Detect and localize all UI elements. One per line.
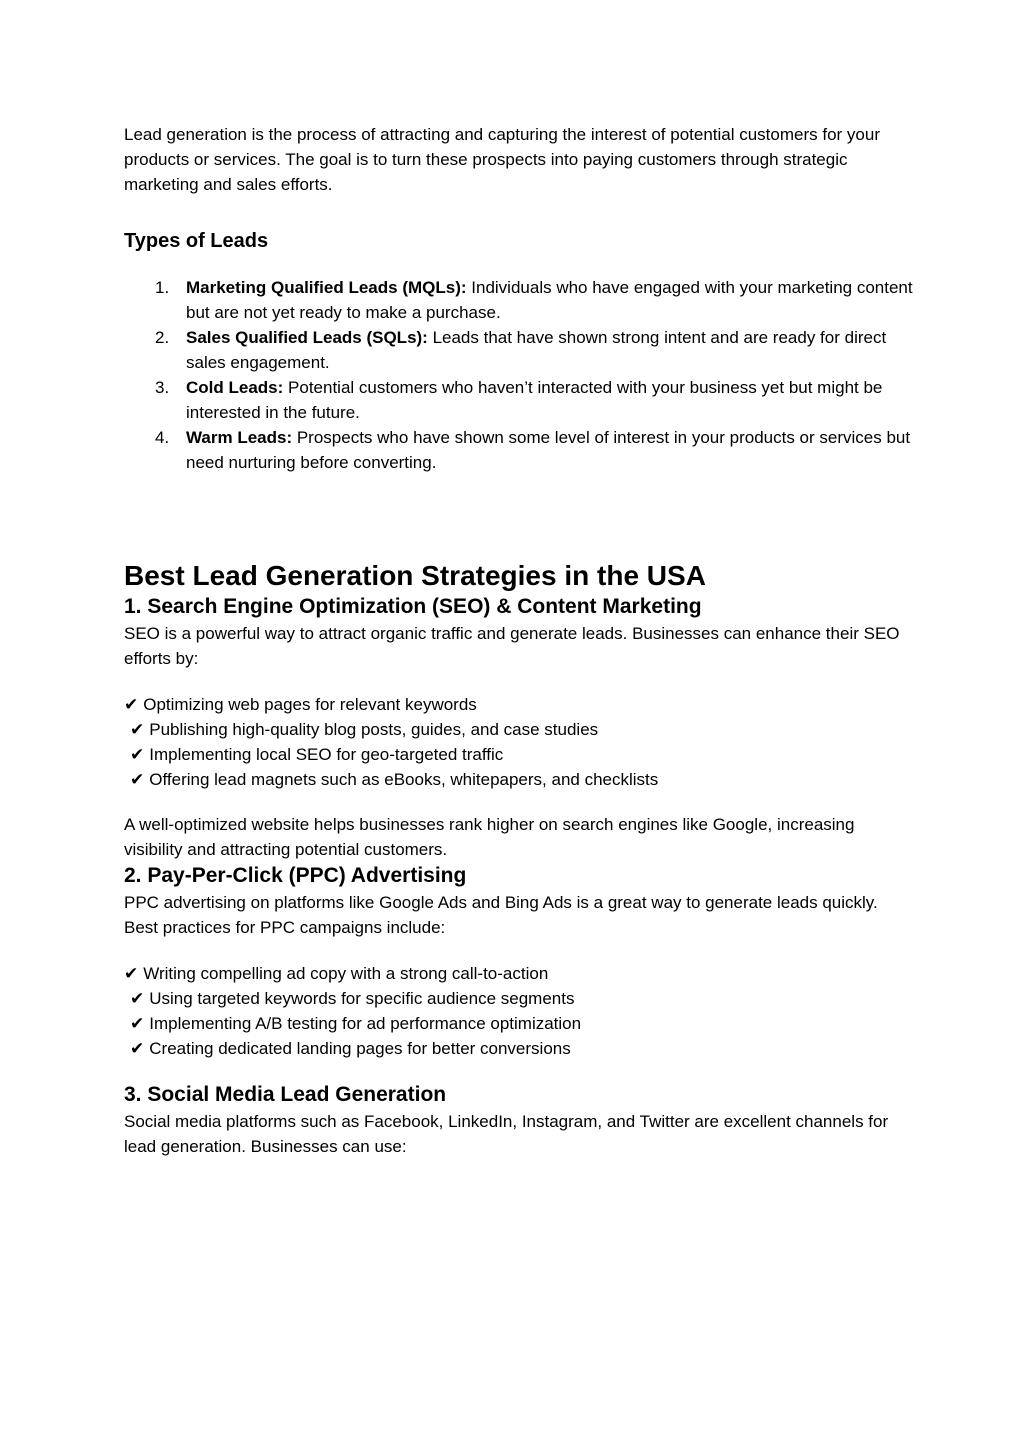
checklist-item-text: Implementing A/B testing for ad performance optimization [149,1014,582,1033]
ppc-section-heading: 2. Pay-Per-Click (PPC) Advertising [124,864,467,887]
seo-section-heading: 1. Search Engine Optimization (SEO) & Content Marketing [124,595,702,618]
ppc-intro-paragraph: PPC advertising on platforms like Google Ads and Bing Ads is a great way to generate leads quickly. Best practices for PPC campaigns include: [124,893,878,937]
checkmark-icon: ✔ [130,989,145,1008]
seo-intro-paragraph: SEO is a powerful way to attract organic traffic and generate leads. Businesses can enhance their SEO efforts by: [124,624,900,668]
checklist-item-text: Implementing local SEO for geo-targeted traffic [149,745,504,764]
checklist-item [124,961,914,986]
types-of-leads-heading: Types of Leads [124,230,269,252]
checklist-item [124,767,914,792]
checkmark-icon: ✔ [130,1014,145,1033]
list-number: 3. [155,378,170,397]
list-item [124,425,914,475]
checklist-item-text: Writing compelling ad copy with a strong call-to-action [143,964,549,983]
checklist-item [124,692,914,717]
checkmark-icon: ✔ [130,1039,145,1058]
checkmark-icon: ✔ [124,964,139,983]
social-section-heading: 3. Social Media Lead Generation [124,1083,447,1106]
checklist-item-text: Offering lead magnets such as eBooks, whitepapers, and checklists [149,770,659,789]
lead-type-description: Potential customers who haven’t interacted with your business yet but might be interested in the future. [186,378,883,422]
checkmark-icon: ✔ [130,745,145,764]
lead-type-description: Prospects who have shown some level of interest in your products or services but need nurturing before converting. [186,428,911,472]
document-page [124,122,914,1159]
list-number: 4. [155,428,170,447]
checkmark-icon: ✔ [130,720,145,739]
seo-outro-paragraph: A well-optimized website helps businesses rank higher on search engines like Google, increasing visibility and attracting potential customers. [124,815,855,859]
lead-type-term: Marketing Qualified Leads (MQLs): [186,278,467,297]
lead-type-description: Individuals who have engaged with your marketing content but are not yet ready to make a purchase. [186,278,913,322]
checklist-item-text: Creating dedicated landing pages for better conversions [149,1039,571,1058]
checklist-item [124,717,914,742]
social-intro-paragraph: Social media platforms such as Facebook, LinkedIn, Instagram, and Twitter are excellent channels for lead generation. Businesses can use: [124,1112,889,1156]
checklist-item [124,1036,914,1061]
list-number: 2. [155,328,170,347]
lead-types-list [124,275,914,475]
checklist-item [124,986,914,1011]
checklist-item [124,742,914,767]
lead-type-term: Warm Leads: [186,428,293,447]
lead-type-term: Sales Qualified Leads (SQLs): [186,328,428,347]
list-item [124,375,914,425]
checkmark-icon: ✔ [124,695,139,714]
lead-type-term: Cold Leads: [186,378,284,397]
lead-type-description: Leads that have shown strong intent and are ready for direct sales engagement. [186,328,887,372]
intro-paragraph: Lead generation is the process of attracting and capturing the interest of potential customers for your products or services. The goal is to turn these prospects into paying customers through strategic marketing and sales efforts. [124,125,880,194]
checklist-item [124,1011,914,1036]
list-number: 1. [155,278,170,297]
list-item [124,275,914,325]
seo-checklist [124,692,914,792]
checklist-item-text: Using targeted keywords for specific audience segments [149,989,575,1008]
checkmark-icon: ✔ [130,770,145,789]
checklist-item-text: Publishing high-quality blog posts, guides, and case studies [149,720,599,739]
list-item [124,325,914,375]
checklist-item-text: Optimizing web pages for relevant keywords [143,695,477,714]
ppc-checklist [124,961,914,1061]
main-heading: Best Lead Generation Strategies in the USA [124,560,706,591]
